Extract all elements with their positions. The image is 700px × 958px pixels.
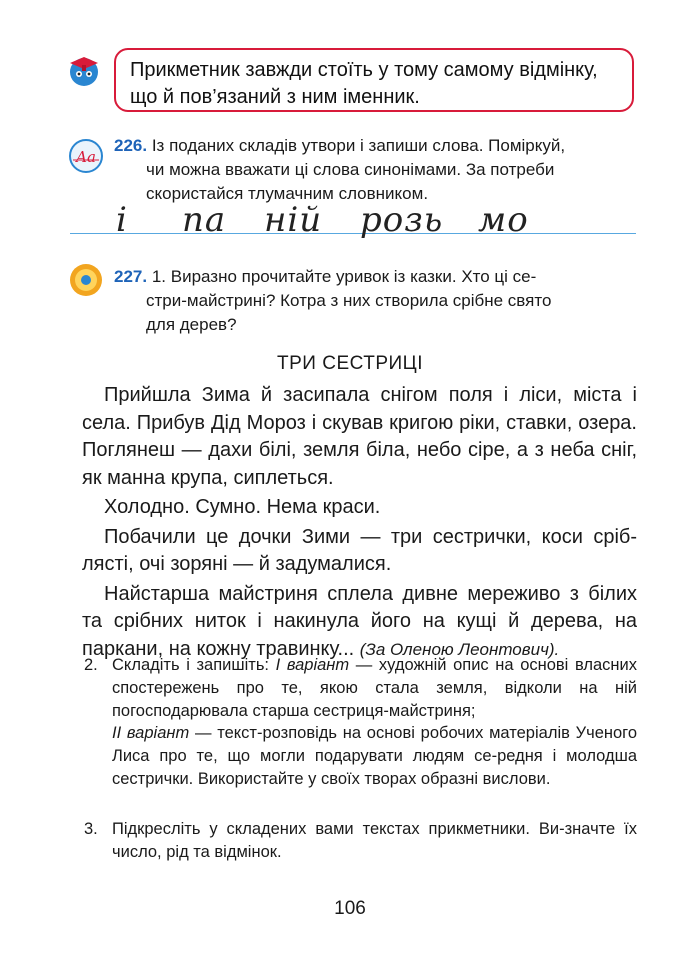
story-source: (За Оленою Леонтович). — [359, 639, 560, 659]
syllable: ній — [264, 200, 323, 240]
rule-line-2: що й пов’язаний з ним іменник. — [130, 86, 420, 108]
task-number: 226. — [114, 136, 148, 155]
variant-text: — художній опис на основі власних спостережень про те, якою стала земля, відколи на ній погосподарювала старша сестриця-майстриня; — [112, 656, 637, 720]
variant-label: ІІ варіант — [112, 724, 190, 743]
rule-box — [114, 48, 634, 112]
story-paragraph-text: Найстарша майстриня сплела дивне мереживо з білих та срібних ниток і накинула його на кущі й дерева, на паркани, на кожну травинку... — [82, 582, 637, 660]
story-paragraph — [82, 581, 637, 664]
syllable: розь — [360, 200, 444, 240]
task-line: скористайся тлумачним словником. — [146, 184, 429, 203]
story-paragraph: Прийшла Зима й засипала снігом поля і ліси, міста і села. Прибув Дід Мороз і скував кригою ріки, ставки, озера. Поглянеш — дахи білі, земля біла, небо сіре, а з неба сніг, як манна крупа, сиплеться. — [82, 384, 637, 489]
variant-label: І варіант — [275, 656, 350, 674]
assignment-lead: Складіть і запишіть: — [112, 656, 270, 674]
syllable: па — [182, 200, 227, 240]
owl-teacher-icon — [66, 52, 102, 88]
writing-task-icon — [68, 138, 104, 174]
task-line: 1. Виразно прочитайте уривок із казки. Хто ці се- — [151, 267, 537, 286]
story-paragraph: Побачили це дочки Зими — три сестрички, коси сріб-лясті, очі зоряні — й задумалися. — [82, 525, 637, 575]
assignment-2 — [84, 654, 637, 791]
svg-text:Aa: Aa — [76, 148, 96, 166]
task-line: стри-майстрині? Котра з них створила срібне свято — [146, 291, 552, 310]
reading-task-icon — [68, 262, 104, 298]
task-226 — [114, 134, 636, 206]
story-paragraph: Холодно. Сумно. Нема краси. — [104, 496, 381, 518]
rule-line-1: Прикметник завжди стоїть у тому самому відмінку, — [130, 59, 598, 81]
assignment-number: 3. — [84, 820, 98, 838]
task-line: Із поданих складів утвори і запиши слова. Поміркуй, — [151, 136, 566, 155]
page-number: 106 — [334, 898, 366, 919]
task-227 — [114, 265, 636, 337]
story-text — [82, 382, 637, 665]
task-line: для дерев? — [146, 315, 237, 334]
assignment-number: 2. — [84, 656, 98, 674]
handwriting-baseline — [70, 233, 636, 234]
assignment-3 — [84, 818, 637, 864]
task-line: чи можна вважати ці слова синонімами. За потреби — [146, 160, 555, 179]
syllable: і — [116, 200, 128, 240]
task-number: 227. — [114, 267, 148, 286]
syllable: мо — [478, 200, 529, 240]
assignment-text: Підкресліть у складених вами текстах прикметники. Ви-значте їх число, рід та відмінок. — [112, 820, 637, 861]
story-title: ТРИ СЕСТРИЦІ — [277, 353, 423, 374]
variant-text: — текст-розповідь на основі робочих матеріалів Ученого Лиса про те, що могли подарувати людям се-редня і молодша сестрички. Використайте у своїх творах образні вислови. — [112, 724, 637, 788]
